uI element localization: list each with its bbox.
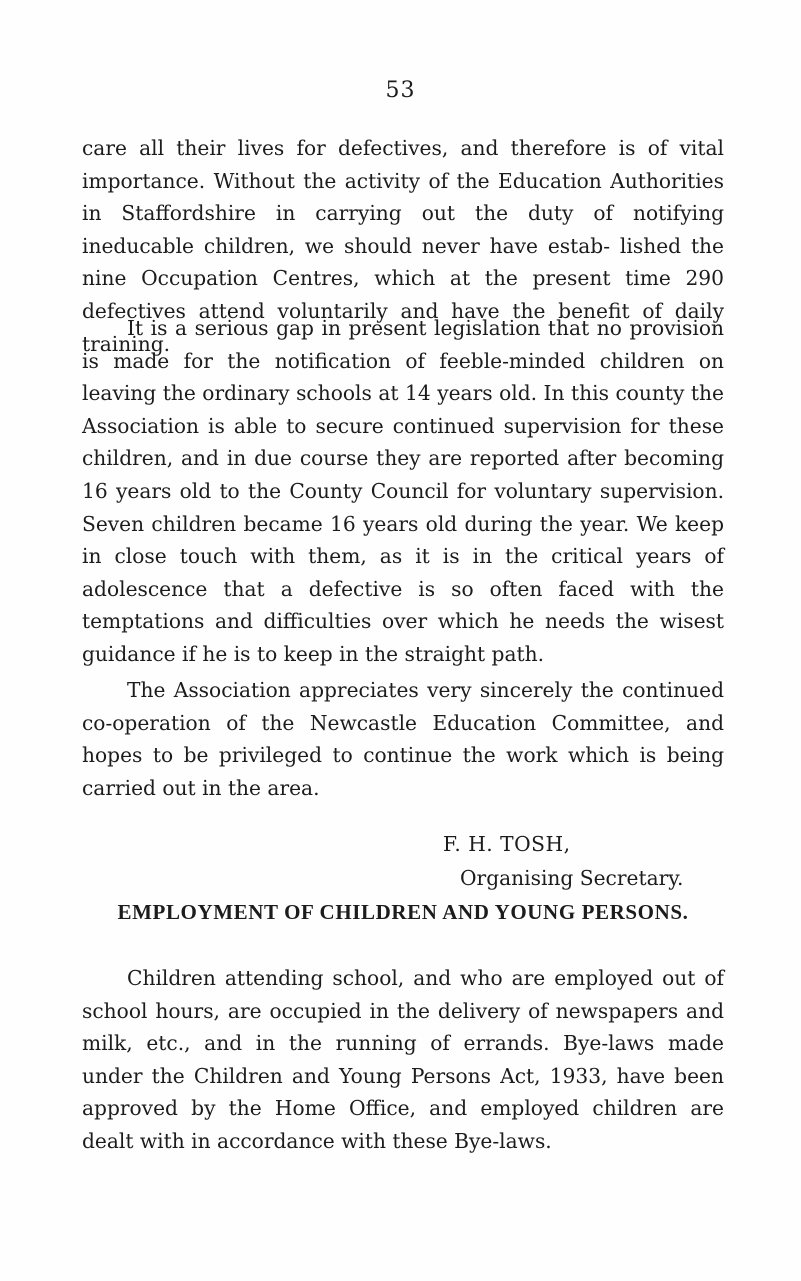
page-number: 53 [385, 78, 416, 103]
signature-title: Organising Secretary. [460, 866, 684, 890]
section-heading: EMPLOYMENT OF CHILDREN AND YOUNG PERSONS. [117, 900, 689, 924]
paragraph-continuation: care all their lives for defectives, and therefore is of vital importance. Without the activity of the Education Authorities in Staffordshire in carrying out the duty of notifying ineducable children, we should never have estab- lished the nine Occupation Centres, which at the present time 290 defectives attend voluntarily and have the benefit of daily training. [82, 136, 724, 356]
paragraph-legislation-gap: It is a serious gap in present legislation that no provision is made for the notification of feeble-minded children on leaving the ordinary schools at 14 years old. In this county the Association is able to secure continued supervision for these children, and in due course they are reported after becoming 16 years old to the County Council for voluntary supervision. Seven children became 16 years old during the year. We keep in close touch with them, as it is in the critical years of adolescence that a defective is so often faced with the temptations and difficulties over which he needs the wisest guidance if he is to keep in the straight path. [82, 316, 724, 666]
signature-name: F. H. TOSH, [443, 832, 571, 856]
paragraph-appreciation: The Association appreciates very sincerely the continued co-operation of the Newcastle Education Committee, and hopes to be privileged to continue the work which is being carried out in the area. [82, 678, 724, 800]
paragraph-employment: Children attending school, and who are employed out of school hours, are occupied in the delivery of newspapers and milk, etc., and in the running of errands. Bye-laws made under the Children and Young Persons Act, 1933, have been approved by the Home Office, and employed children are dealt with in accordance with these Bye-laws. [82, 966, 724, 1153]
